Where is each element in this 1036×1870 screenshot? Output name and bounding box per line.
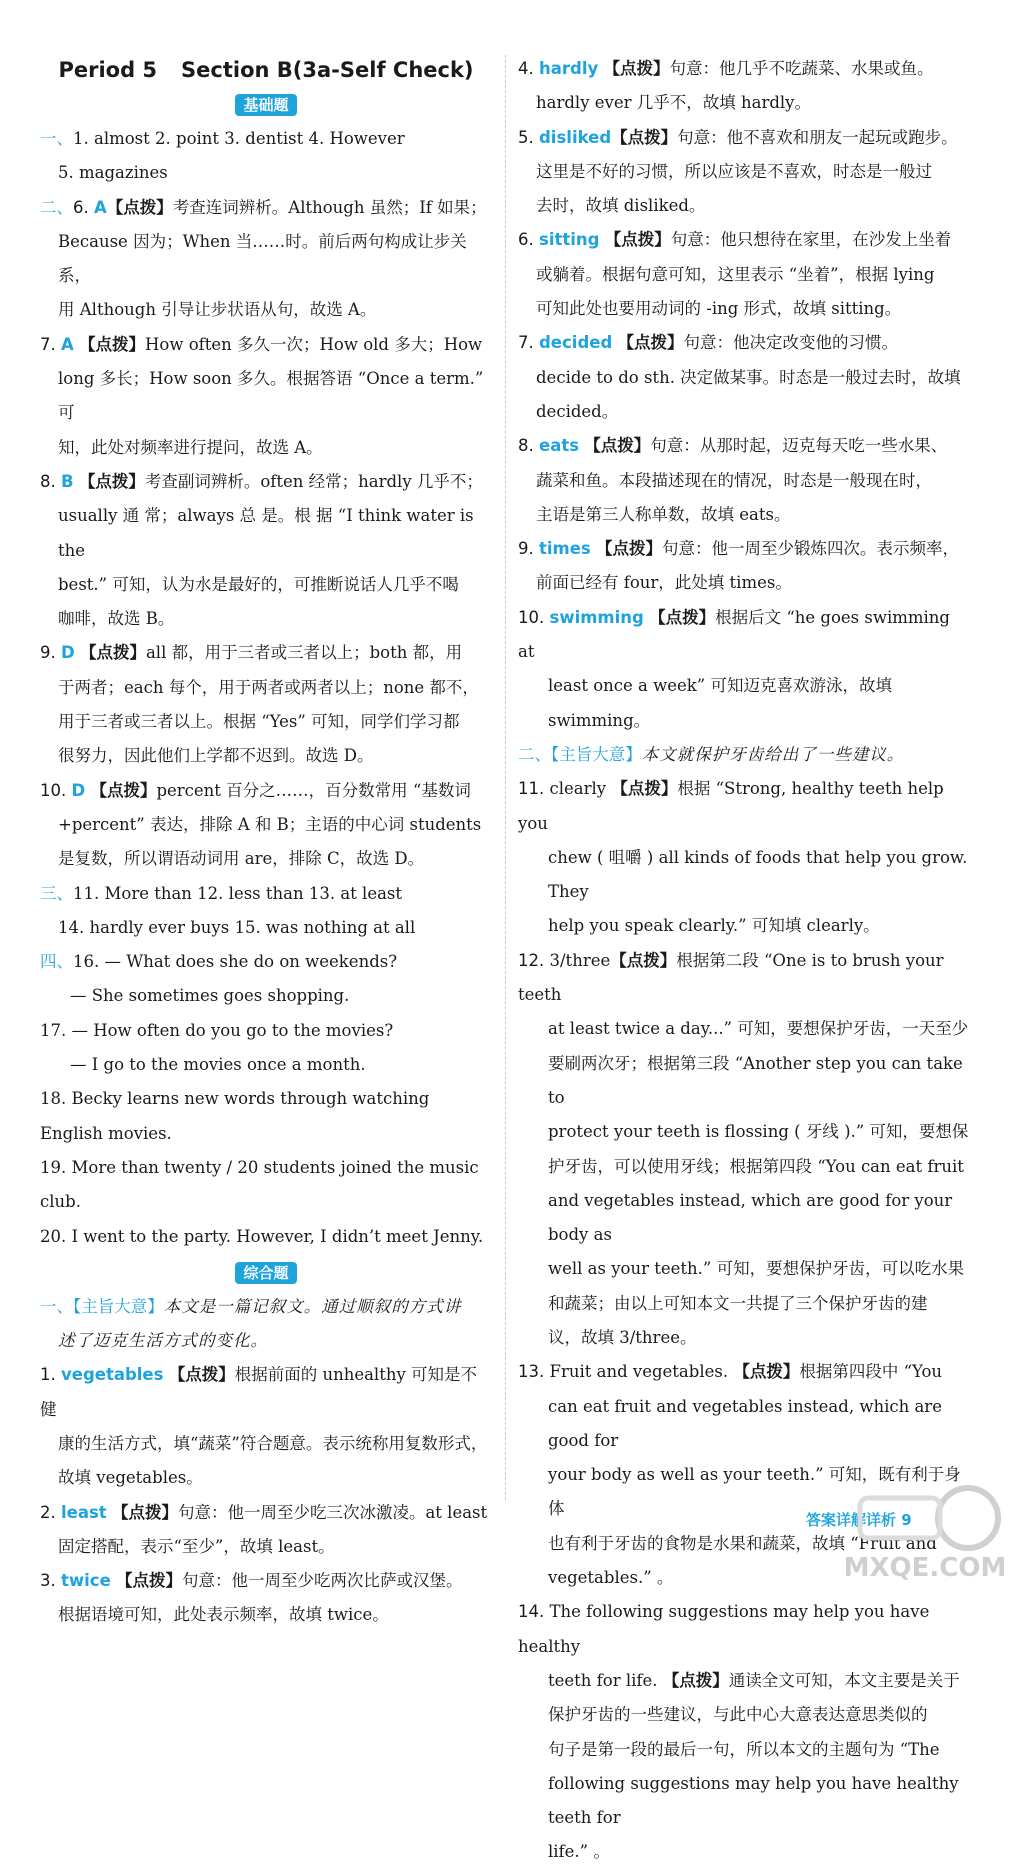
answer-6: 6. sitting 【点拨】句意：他只想待在家里，在沙发上坐着 bbox=[518, 230, 952, 250]
answer-3: 3. twice 【点拨】句意：他一周至少吃两次比萨或汉堡。 bbox=[40, 1571, 463, 1591]
section-label: Section B(3a-Self Check) bbox=[181, 58, 474, 82]
question-7: 7. A 【点拨】How often 多久一次；How old 多大；How bbox=[40, 334, 483, 354]
comprehensive-2-theme: 二、【主旨大意】本文就保护牙齿给出了一些建议。 bbox=[518, 744, 905, 764]
question-6: 二、6. A【点拨】考查连词辨析。Although 虽然；If 如果； bbox=[40, 197, 487, 217]
column-divider bbox=[505, 55, 506, 1500]
section-1: 一、1. almost 2. point 3. dentist 4. However bbox=[40, 129, 405, 148]
comprehensive-badge: 综合题 bbox=[235, 1262, 296, 1284]
answer-5: 5. disliked【点拨】句意：他不喜欢和朋友一起玩或跑步。 bbox=[518, 127, 958, 147]
basic-badge: 基础题 bbox=[235, 94, 296, 116]
answer-9: 9. times 【点拨】句意：他一周至少锻炼四次。表示频率， bbox=[518, 539, 959, 559]
comprehensive-1-theme: 一、【主旨大意】本文是一篇记叙文。通过顺叙的方式讲 bbox=[40, 1296, 462, 1316]
answer-12: 12. 3/three【点拨】根据第二段 “One is to brush your teeth bbox=[518, 950, 944, 1005]
period-label: Period 5 bbox=[58, 58, 158, 82]
right-column: 4. hardly 【点拨】句意：他几乎不吃蔬菜、水果或鱼。 hardly ever 几乎不，故填 hardly。 5. disliked【点拨】句意：他不喜欢和朋友一起玩或跑步。 这里是不好的习惯，所以应该是不喜欢，时态是一般过 去时，故填 disliked。 6. sitting 【点拨】句意：他只想待在家里，在沙发上坐着 或躺着。根据句意可知，这里表示 “坐着”，根据 lying 可知此处也要用动词的 -ing 形式，故填 sitting。 7. decided 【点拨】句意：他决定改变他的习惯。 decide to do sth. 决定做某事。时态是一般过去时，故填 decided。 8. eats 【点拨】句意：从那时起，迈克每天吃一些水果、 蔬菜和鱼。本段描述现在的情况，时态是一般现在时， 主语是第三人称单数，故填 eats。 9. times 【点拨】句意：他一周至少锻炼四次。表示频率， 前面已经有 four，此处填 times。 10. swimming 【点拨】根据后文 “he goes swimming at least once a week” 可知迈克喜欢游泳，故填 swimming。 二、【主旨大意】本文就保护牙齿给出了一些建议。 11. clearly 【点拨】根据 “Strong, healthy teeth help you chew ( 咀嚼 ) all kinds of foods that help you grow. They help you speak clearly.” 可知填 clearly。 12. 3/three【点拨】根据第二段 “One is to brush your teeth at least twice a day...” 可知，要想保护牙齿，一天至少 要刷两次牙；根据第三段 “Another step you can take to protect your teeth is flossing ( 牙线 ).” 可知，要想保 护牙齿，可以使用牙线；根据第四段 “You can eat fruit and vegetables instead, which are good for your body as well as your teeth.” 可知，要想保护牙齿，可以吃水果 和蔬菜；由以上可知本文一共提了三个保护牙齿的建 议，故填 3/three。 13. Fruit and vegetables. 【点拨】根据第四段中 “You can eat fruit and vegetables instead, which are good for your body as well as your teeth.” 可知，既有利于身体 也有利于牙齿的食物是水果和蔬菜，故填 “Fruit and vegetables.” 。 14. The following suggestions may help you have healthy teeth for life. 【点拨】通读全文可知，本文主要是关于 保护牙齿的一些建议，与此中心大意表达意思类似的 句子是第一段的最后一句，所以本文的主题句为 “The following suggestions may help you have healthy teeth for life.” 。 bbox=[518, 52, 970, 1870]
section-4: 四、16. — What does she do on weekends? bbox=[40, 952, 398, 972]
answer-4: 4. hardly 【点拨】句意：他几乎不吃蔬菜、水果或鱼。 bbox=[518, 59, 934, 78]
page-footer: 答案详解详析 9 bbox=[806, 1511, 912, 1529]
answer-14: 14. The following suggestions may help you have healthy bbox=[518, 1602, 930, 1656]
page-title bbox=[40, 52, 492, 88]
question-10: 10. D 【点拨】percent 百分之……，百分数常用 “基数词 bbox=[40, 780, 471, 800]
left-column: Period 5 Section B(3a-Self Check) 基础题 一、1. almost 2. point 3. dentist 4. However 5. magazines 二、6. A【点拨】考查连词辨析。Although 虽然；If 如果； Because 因为；When 当……时。前后两句构成让步关系， 用 Although 引导让步状语从句，故选 A。 7. A 【点拨】How often 多久一次；How old 多大；How long 多长；How soon 多久。根据答语 “Once a term.” 可 知，此处对频率进行提问，故选 A。 8. B 【点拨】考查副词辨析。often 经常；hardly 几乎不； usually 通 常；always 总 是。根 据 “I think water is the best.” 可知，认为水是最好的，可推断说话人几乎不喝 咖啡，故选 B。 9. D 【点拨】all 都，用于三者或三者以上；both 都，用 于两者；each 每个，用于两者或两者以上；none 都不， 用于三者或三者以上。根据 “Yes” 可知，同学们学习都 很努力，因此他们上学都不迟到。故选 D。 10. D 【点拨】percent 百分之……，百分数常用 “基数词 +percent” 表达，排除 A 和 B；主语的中心词 students 是复数，所以谓语动词用 are，排除 C，故选 D。 三、11. More than 12. less than 13. at least 14. hardly ever buys 15. was nothing at all 四、16. — What does she do on weekends? — She sometimes goes shopping. 17. — How often do you go to the movies? — I go to the movies once a month. 18. Becky learns new words through watching English movies. 19. More than twenty / 20 students joined the music club. 20. I went to the party. However, I didn’t meet Jenny. 综合题 一、【主旨大意】本文是一篇记叙文。通过顺叙的方式讲 述了迈克生活方式的变化。 1. vegetables 【点拨】根据前面的 unhealthy 可知是不健 康的生活方式，填“蔬菜”符合题意。表示统称用复数形式， 故填 vegetables。 2. least 【点拨】句意：他一周至少吃三次冰激凌。at least 固定搭配，表示“至少”，故填 least。 3. twice 【点拨】句意：他一周至少吃两次比萨或汉堡。 根据语境可知，此处表示频率，故填 twice。 bbox=[40, 52, 492, 1633]
answer-10: 10. swimming 【点拨】根据后文 “he goes swimming at bbox=[518, 607, 950, 662]
watermark-text: MXQE.COM bbox=[843, 1553, 1007, 1583]
watermark-logo bbox=[840, 1478, 1010, 1588]
answer-8: 8. eats 【点拨】句意：从那时起，迈克每天吃一些水果、 bbox=[518, 436, 948, 456]
answer-13: 13. Fruit and vegetables. 【点拨】根据第四段中 “You bbox=[518, 1362, 943, 1382]
section-3: 三、11. More than 12. less than 13. at least bbox=[40, 883, 403, 903]
answer-1: 1. vegetables 【点拨】根据前面的 unhealthy 可知是不健 bbox=[40, 1365, 478, 1419]
question-9: 9. D 【点拨】all 都，用于三者或三者以上；both 都，用 bbox=[40, 643, 463, 663]
answer-2: 2. least 【点拨】句意：他一周至少吃三次冰激凌。at least bbox=[40, 1502, 488, 1522]
question-8: 8. B 【点拨】考查副词辨析。often 经常；hardly 几乎不； bbox=[40, 471, 483, 491]
answer-7: 7. decided 【点拨】句意：他决定改变他的习惯。 bbox=[518, 333, 899, 353]
answer-11: 11. clearly 【点拨】根据 “Strong, healthy teeth help you bbox=[518, 779, 944, 833]
